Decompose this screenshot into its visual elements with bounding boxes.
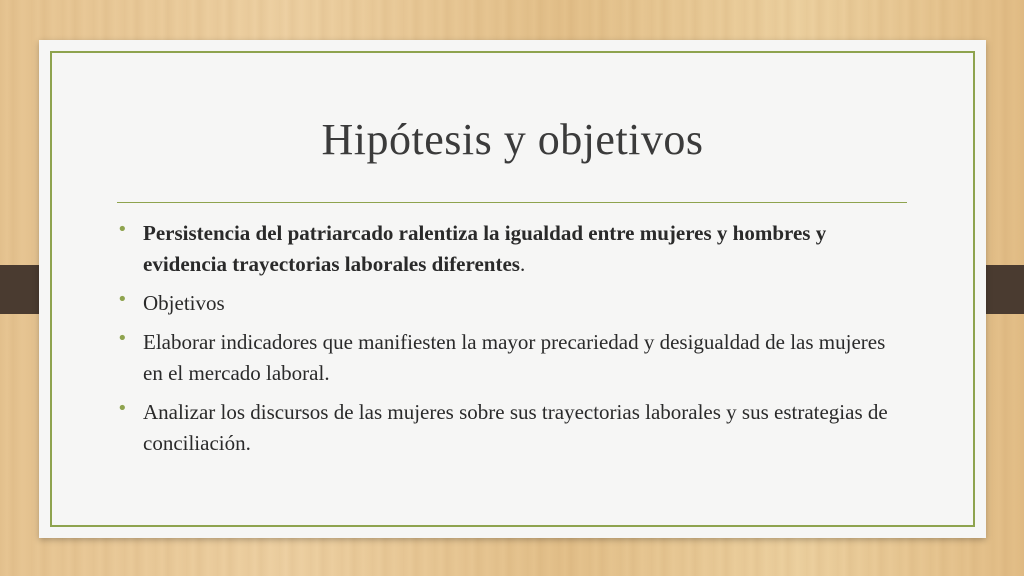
bullet-item-indicators <box>117 327 907 389</box>
bullet-icon: • <box>117 398 128 419</box>
bullet-item-discourses <box>117 397 907 459</box>
bullet-text: Elaborar indicadores que manifiesten la mayor precariedad y desigualdad de las mujeres en el mercado laboral. <box>143 330 886 385</box>
bullet-item-objectives <box>117 288 907 319</box>
bullet-icon: • <box>117 289 128 310</box>
bullet-text: Objetivos <box>143 291 225 315</box>
bullet-item-hypothesis <box>117 218 907 280</box>
bullet-icon: • <box>117 219 128 240</box>
bullet-text: . <box>519 252 526 276</box>
bullet-text-bold: Persistencia del patriarcado ralentiza la igualdad entre mujeres y hombres y evidencia trayectorias laborales diferentes <box>143 221 827 276</box>
bullet-icon: • <box>117 328 128 349</box>
slide-title: Hipótesis y objetivos <box>321 115 704 164</box>
title-divider <box>117 202 907 203</box>
bullet-text: Analizar los discursos de las mujeres sobre sus trayectorias laborales y sus estrategias de conciliación. <box>143 400 888 455</box>
bullet-list <box>117 218 907 467</box>
slide <box>39 40 986 538</box>
